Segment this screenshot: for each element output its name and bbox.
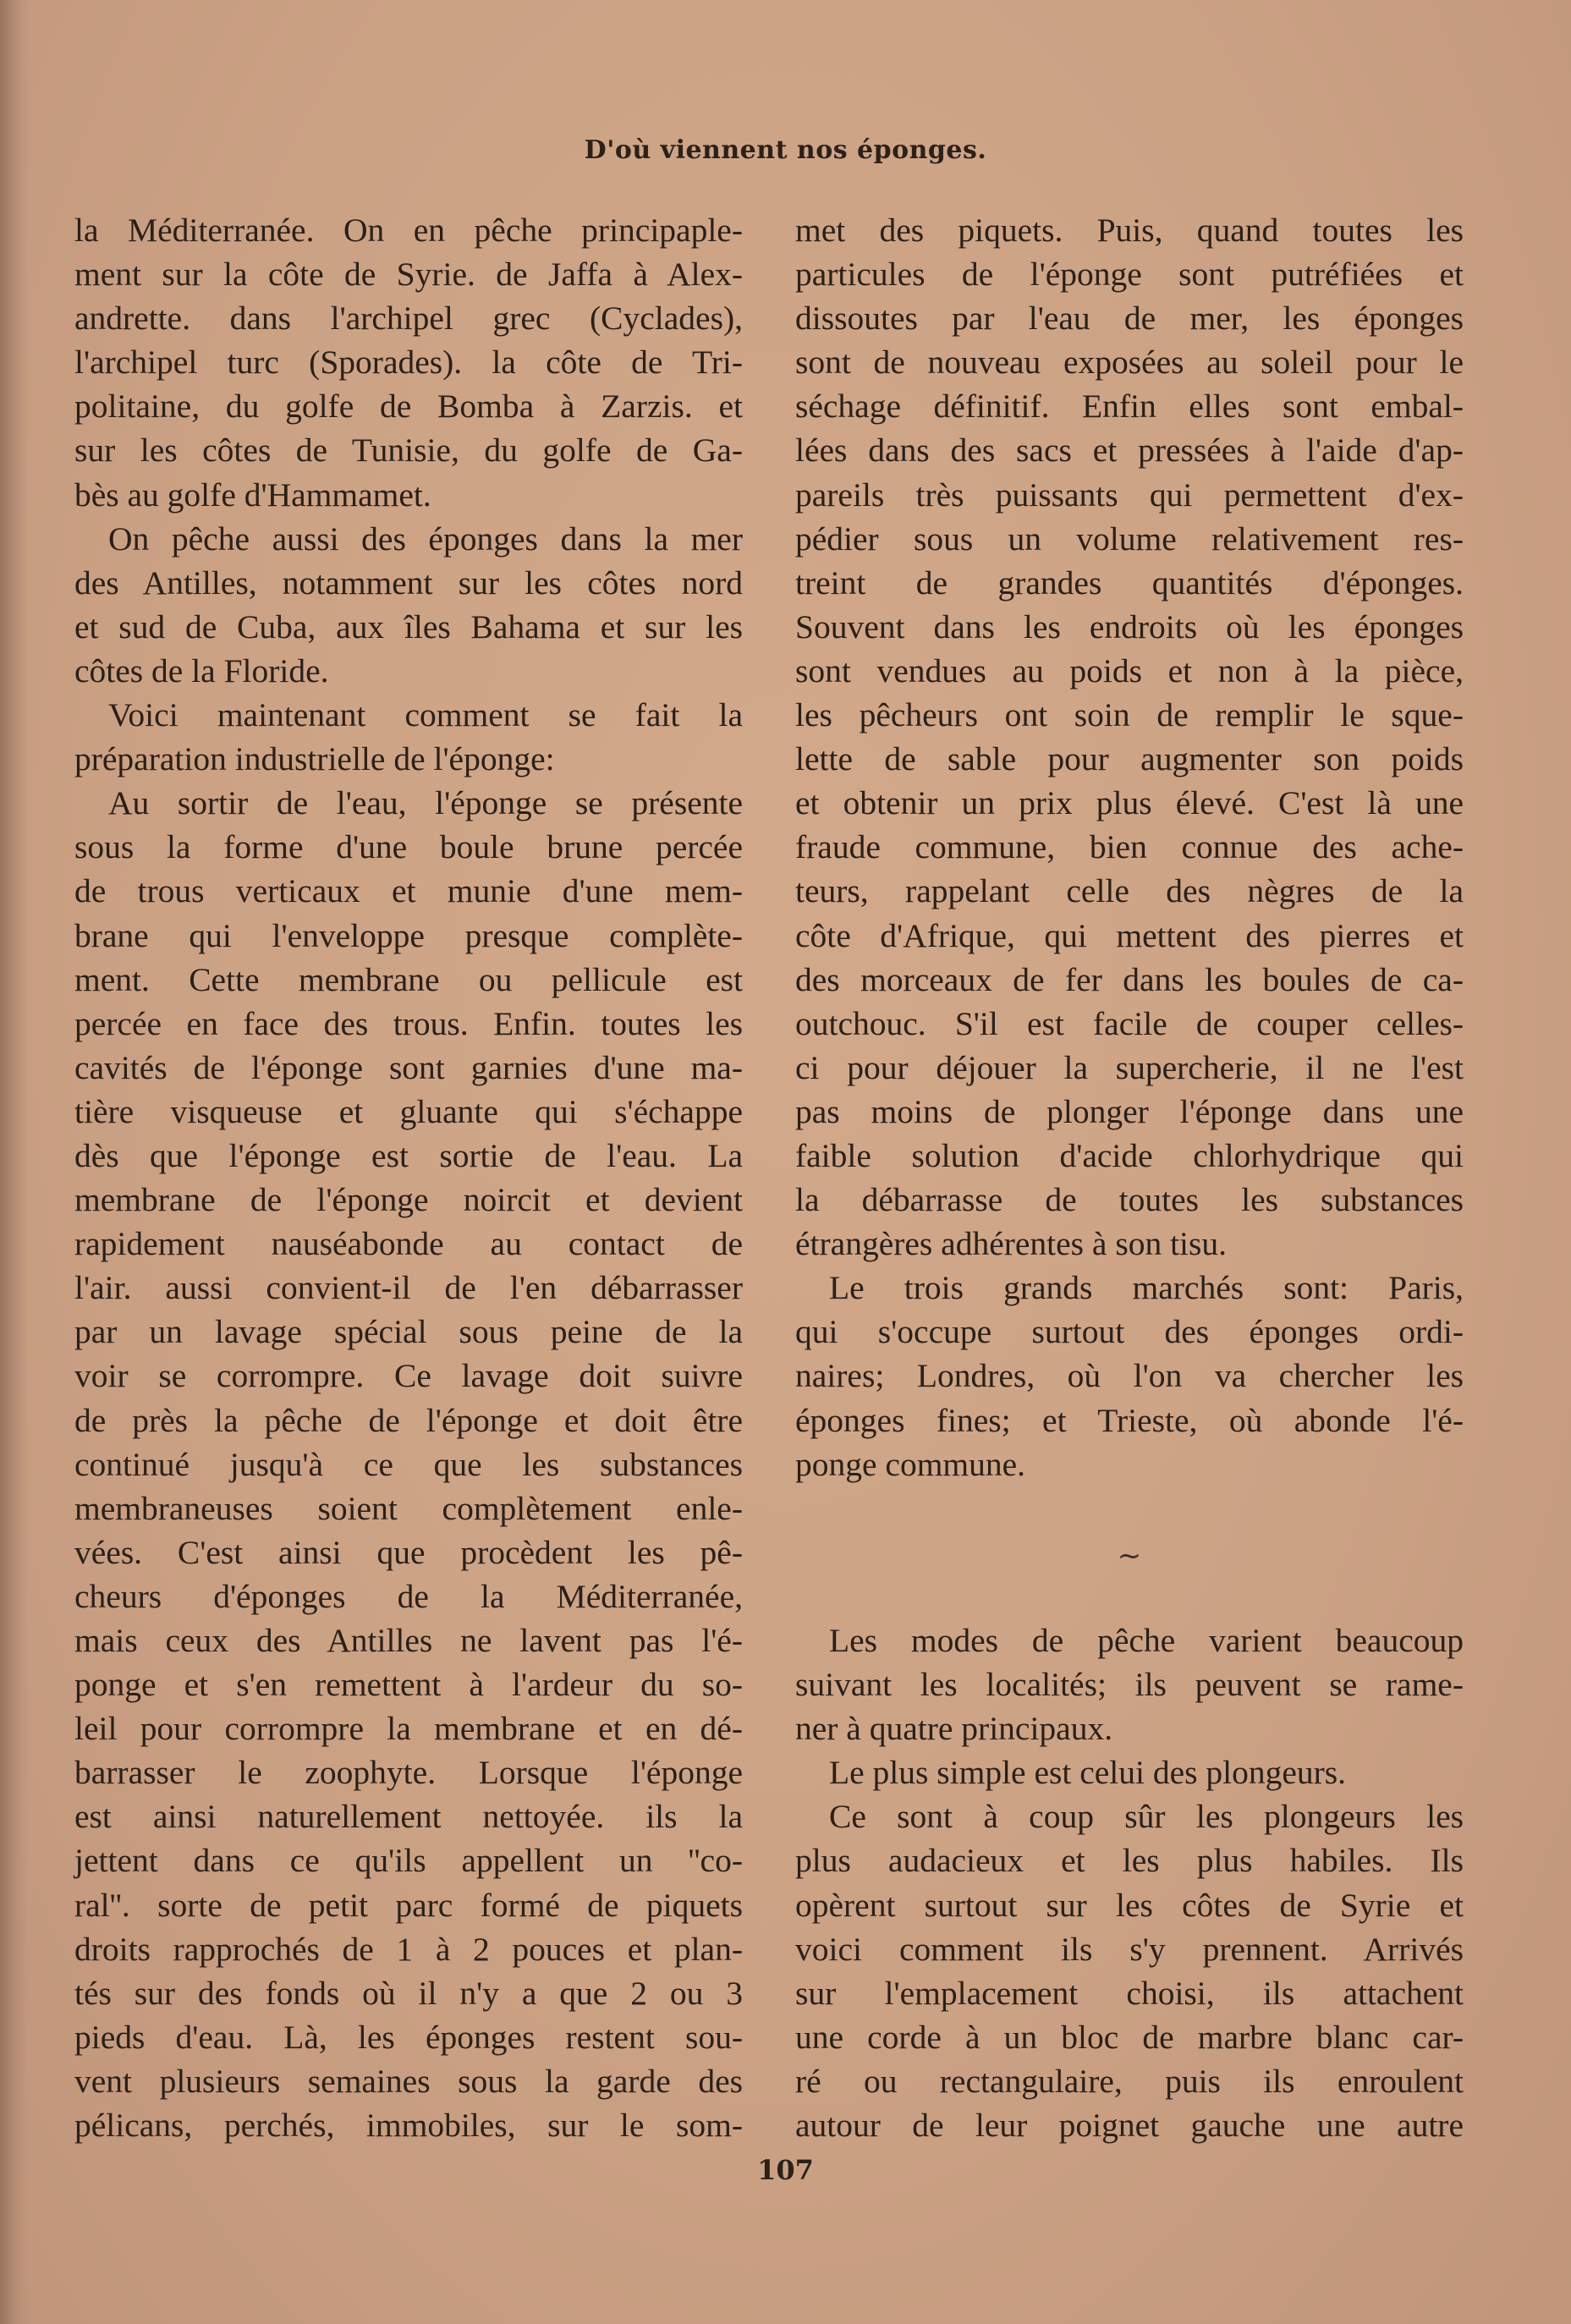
text-line: l'air. aussi convient-il de l'en débarrasser — [74, 1269, 743, 1307]
text-line: par un lavage spécial sous peine de la — [74, 1313, 743, 1351]
text-line: ment. Cette membrane ou pellicule est — [74, 960, 743, 998]
text-line: des morceaux de fer dans les boules de ca- — [795, 960, 1464, 998]
text-line: lées dans des sacs et pressées à l'aide d'ap- — [795, 431, 1464, 470]
text-line: Le plus simple est celui des plongeurs. — [829, 1754, 1347, 1792]
text-line: Les modes de pêche varient beaucoup — [829, 1622, 1464, 1659]
text-line: cavités de l'éponge sont garnies d'une ma- — [74, 1048, 743, 1086]
section-gap — [795, 1486, 1464, 1530]
text-line: Voici maintenant comment se fait la — [108, 696, 743, 734]
text-line: outchouc. S'il est facile de couper celles- — [795, 1004, 1464, 1042]
text-line: et obtenir un prix plus élevé. C'est là une — [795, 784, 1464, 822]
text-line: mais ceux des Antilles ne lavent pas l'é- — [74, 1622, 743, 1659]
text-line: ponge et s'en remettent à l'ardeur du so- — [74, 1666, 743, 1704]
text-line: l'archipel turc (Sporades). la côte de Tri- — [74, 343, 743, 382]
text-line: de près la pêche de l'éponge et doit être — [74, 1401, 743, 1439]
text-line: treint de grandes quantités d'éponges. — [795, 563, 1464, 602]
text-line: leil pour corrompre la membrane et en dé- — [74, 1710, 743, 1748]
text-line: séchage définitif. Enfin elles sont embal- — [795, 387, 1464, 426]
text-line: naires; Londres, où l'on va chercher les — [795, 1357, 1464, 1395]
page-gutter-shadow — [0, 0, 29, 2324]
text-line: cheurs d'éponges de la Méditerranée, — [74, 1577, 743, 1615]
text-line: pélicans, perchés, immobiles, sur le som- — [74, 2107, 743, 2145]
text-line: bès au golfe d'Hammamet. — [74, 475, 431, 514]
text-line: et sud de Cuba, aux îles Bahama et sur les — [74, 607, 743, 646]
text-line: sont vendues au poids et non à la pièce, — [795, 651, 1464, 690]
text-line: percée en face des trous. Enfin. toutes les — [74, 1004, 743, 1042]
text-line: membrane de l'éponge noircit et devient — [74, 1181, 743, 1219]
text-line: ré ou rectangulaire, puis ils enroulent — [795, 2062, 1464, 2100]
text-line: sur les côtes de Tunisie, du golfe de Ga- — [74, 431, 743, 470]
text-line: la débarrasse de toutes les substances — [795, 1181, 1464, 1219]
section-ornament: ~ — [1117, 1538, 1142, 1573]
text-line: suivant les localités; ils peuvent se rame- — [795, 1666, 1464, 1704]
text-line: fraude commune, bien connue des ache- — [795, 828, 1464, 866]
text-line: continué jusqu'à ce que les substances — [74, 1445, 743, 1483]
text-line: de trous verticaux et munie d'une mem- — [74, 872, 743, 910]
text-line: jettent dans ce qu'ils appellent un ''co- — [74, 1842, 743, 1880]
page-number: 107 — [757, 2154, 814, 2186]
text-line: Au sortir de l'eau, l'éponge se présente — [108, 784, 743, 822]
text-line: teurs, rappelant celle des nègres de la — [795, 872, 1464, 910]
text-line: Ce sont à coup sûr les plongeurs les — [829, 1798, 1464, 1836]
text-line: sous la forme d'une boule brune percée — [74, 828, 743, 866]
text-line: lette de sable pour augmenter son poids — [795, 740, 1464, 778]
text-line: une corde à un bloc de marbre blanc car- — [795, 2018, 1464, 2056]
text-line: ponge commune. — [795, 1445, 1026, 1483]
text-line: sont de nouveau exposées au soleil pour le — [795, 343, 1464, 382]
text-line: est ainsi naturellement nettoyée. ils la — [74, 1798, 743, 1836]
left-column — [74, 208, 743, 2147]
text-line: pédier sous un volume relativement res- — [795, 519, 1464, 558]
text-line: particules de l'éponge sont putréfiées et — [795, 255, 1464, 294]
text-line: les pêcheurs ont soin de remplir le sque- — [795, 696, 1464, 734]
text-line: vées. C'est ainsi que procèdent les pê- — [74, 1533, 743, 1571]
text-line: pas moins de plonger l'éponge dans une — [795, 1092, 1464, 1130]
text-line: préparation industrielle de l'éponge: — [74, 740, 555, 778]
text-line: côtes de la Floride. — [74, 651, 329, 690]
text-line: dès que l'éponge est sortie de l'eau. La — [74, 1136, 743, 1174]
text-line: des Antilles, notamment sur les côtes nord — [74, 563, 743, 602]
text-line: la Méditerranée. On en pêche principaple- — [74, 212, 743, 249]
text-line: tés sur des fonds où il n'y a que 2 ou 3 — [74, 1974, 743, 2012]
text-line: dissoutes par l'eau de mer, les éponges — [795, 299, 1464, 338]
text-line: Souvent dans les endroits où les éponges — [795, 607, 1464, 646]
text-line: membraneuses soient complètement enle- — [74, 1489, 743, 1527]
text-line: brane qui l'enveloppe presque complète- — [74, 916, 743, 954]
text-line: ner à quatre principaux. — [795, 1710, 1113, 1748]
text-line: pareils très puissants qui permettent d'ex- — [795, 475, 1464, 514]
text-line: autour de leur poignet gauche une autre — [795, 2107, 1464, 2145]
text-line: ci pour déjouer la supercherie, il ne l'est — [795, 1048, 1464, 1086]
text-line: Le trois grands marchés sont: Paris, — [829, 1269, 1464, 1307]
section-gap — [795, 1574, 1464, 1618]
text-line: voir se corrompre. Ce lavage doit suivre — [74, 1357, 743, 1395]
text-line: pieds d'eau. Là, les éponges restent sou- — [74, 2018, 743, 2056]
text-line: ment sur la côte de Syrie. de Jaffa à Alex- — [74, 255, 743, 294]
right-column — [795, 208, 1464, 2147]
text-line: qui s'occupe surtout des éponges ordi- — [795, 1313, 1464, 1351]
text-line: andrette. dans l'archipel grec (Cyclades), — [74, 299, 743, 338]
text-line: faible solution d'acide chlorhydrique qui — [795, 1136, 1464, 1174]
text-line: droits rapprochés de 1 à 2 pouces et plan- — [74, 1930, 743, 1968]
text-line: barrasser le zoophyte. Lorsque l'éponge — [74, 1754, 743, 1792]
text-line: opèrent surtout sur les côtes de Syrie et — [795, 1886, 1464, 1924]
text-line: étrangères adhérentes à son tisu. — [795, 1225, 1228, 1263]
text-line: éponges fines; et Trieste, où abonde l'é- — [795, 1401, 1464, 1439]
text-line: plus audacieux et les plus habiles. Ils — [795, 1842, 1464, 1880]
text-line: met des piquets. Puis, quand toutes les — [795, 212, 1464, 249]
right-column-top-text — [795, 208, 1464, 1486]
text-line: rapidement nauséabonde au contact de — [74, 1225, 743, 1263]
text-line: sur l'emplacement choisi, ils attachent — [795, 1974, 1464, 2012]
text-line: ral''. sorte de petit parc formé de piquets — [74, 1886, 743, 1924]
right-column-bottom-text — [795, 1618, 1464, 2147]
running-head: D'où viennent nos éponges. — [584, 135, 987, 165]
text-line: côte d'Afrique, qui mettent des pierres et — [795, 916, 1464, 954]
text-line: politaine, du golfe de Bomba à Zarzis. et — [74, 387, 743, 426]
text-line: On pêche aussi des éponges dans la mer — [108, 519, 743, 558]
text-line: tière visqueuse et gluante qui s'échappe — [74, 1092, 743, 1130]
text-line: voici comment ils s'y prennent. Arrivés — [795, 1930, 1464, 1968]
text-line: vent plusieurs semaines sous la garde des — [74, 2062, 743, 2100]
